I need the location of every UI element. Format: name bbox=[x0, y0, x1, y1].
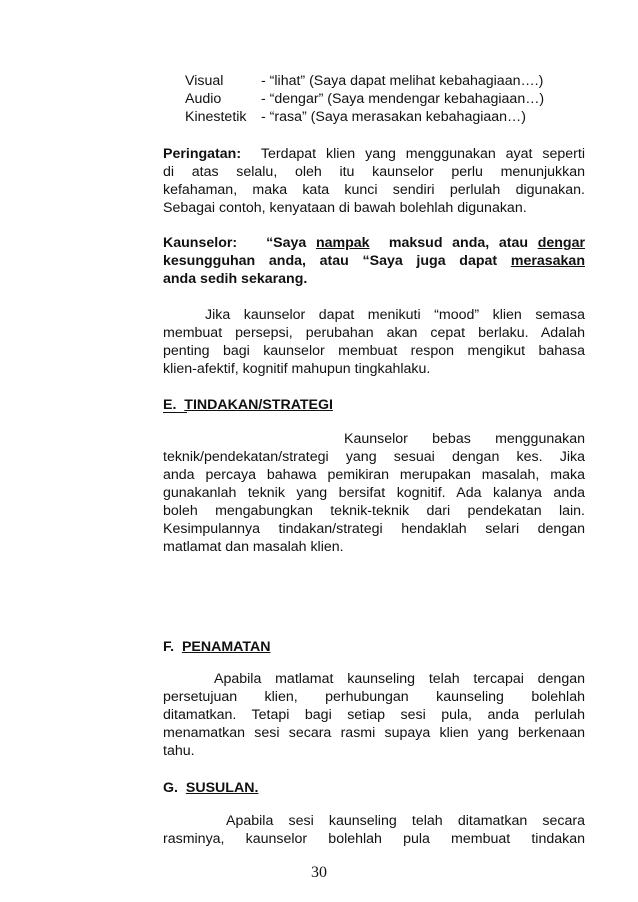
section-f-line-5: tahu. bbox=[163, 743, 195, 759]
divider bbox=[163, 412, 187, 413]
section-number: E. bbox=[163, 397, 177, 413]
mood-line-3: penting bagi kaunselor membuat respon mengikut bahasa bbox=[163, 343, 585, 359]
section-f-line-1: Apabila matlamat kaunseling telah tercapai dengan bbox=[214, 671, 585, 687]
section-f-line-2: persetujuan klien, perhubungan kaunseling bolehlah bbox=[163, 689, 585, 705]
section-e-line-1: Kaunselor bebas menggunakan bbox=[344, 431, 585, 447]
kaunselor-text: kesungguhan anda, atau “Saya juga dapat bbox=[163, 253, 498, 269]
modality-desc: - “rasa” (Saya merasakan kebahagiaan…) bbox=[261, 109, 526, 125]
section-f-heading bbox=[163, 638, 585, 656]
modality-desc: - “lihat” (Saya dapat melihat kebahagiaan….) bbox=[261, 73, 544, 89]
underlined-word: merasakan bbox=[510, 253, 585, 269]
section-f-line-4: menamatkan sesi secara rasmi supaya klien yang berkenaan bbox=[163, 725, 585, 741]
peringatan-line-3: kefahaman, maka kata kunci sendiri perlulah digunakan. bbox=[163, 182, 585, 198]
section-g-line-1: Apabila sesi kaunseling telah ditamatkan secara bbox=[226, 813, 585, 829]
kaunselor-text: “Saya bbox=[266, 235, 307, 251]
kaunselor-text: maksud anda, atau bbox=[388, 235, 529, 251]
section-e-line-2: teknik/pendekatan/strategi yang sesuai dengan kes. Jika bbox=[163, 449, 585, 465]
modality-audio bbox=[185, 90, 544, 108]
mood-line-4: klien-afektif, kognitif mahupun tingkahlaku. bbox=[163, 361, 431, 377]
section-f-line-3: ditamatkan. Tetapi bagi setiap sesi pula, anda perlulah bbox=[163, 707, 585, 723]
kaunselor-line-2 bbox=[163, 252, 585, 270]
peringatan-label: Peringatan: bbox=[163, 146, 242, 162]
modality-name: Visual bbox=[185, 73, 224, 89]
modality-desc: - “dengar” (Saya mendengar kebahagiaan…) bbox=[261, 91, 545, 107]
section-e-line-6: Kesimpulannya tindakan/strategi hendaklah selari dengan bbox=[163, 521, 585, 537]
underlined-word: dengar bbox=[537, 235, 585, 251]
peringatan-line-1 bbox=[163, 145, 585, 163]
section-g-heading bbox=[163, 779, 585, 797]
kaunselor-label: Kaunselor: bbox=[163, 235, 238, 251]
section-e-line-7: matlamat dan masalah klien. bbox=[163, 539, 344, 555]
peringatan-text: Terdapat klien yang menggunakan ayat seperti bbox=[260, 146, 585, 162]
page-number: 30 bbox=[311, 864, 327, 881]
section-number: G. bbox=[163, 780, 178, 796]
kaunselor-line-3: anda sedih sekarang. bbox=[163, 271, 308, 287]
peringatan-line-2: di atas selalu, oleh itu kaunselor perlu menunjukkan bbox=[163, 164, 585, 180]
modality-kinestetik bbox=[185, 108, 526, 126]
modality-visual bbox=[185, 72, 543, 90]
section-e-line-3: anda percaya bahawa pemikiran merupakan masalah, maka bbox=[163, 467, 585, 483]
section-e-heading bbox=[163, 396, 585, 414]
peringatan-line-4: Sebagai contoh, kenyataan di bawah bolehlah digunakan. bbox=[163, 200, 527, 216]
mood-line-2: membuat persepsi, perubahan akan cepat berlaku. Adalah bbox=[163, 325, 585, 341]
section-number: F. bbox=[163, 639, 175, 655]
section-g-line-2: rasminya, kaunselor bolehlah pula membuat tindakan bbox=[163, 831, 585, 847]
modality-name: Audio bbox=[185, 91, 222, 107]
section-title: PENAMATAN bbox=[181, 639, 271, 655]
mood-line-1: Jika kaunselor dapat menikuti “mood” klien semasa bbox=[205, 307, 585, 323]
section-e-line-5: boleh mengabungkan teknik-teknik dari pendekatan lain. bbox=[163, 503, 585, 519]
modality-name: Kinestetik bbox=[185, 109, 247, 125]
section-e-line-4: gunakanlah teknik yang bersifat kognitif. Ada kalanya anda bbox=[163, 485, 585, 501]
kaunselor-line-1 bbox=[163, 234, 585, 252]
section-title: TINDAKAN/STRATEGI bbox=[184, 397, 333, 413]
section-title: SUSULAN. bbox=[185, 780, 259, 796]
underlined-word: nampak bbox=[315, 235, 370, 251]
